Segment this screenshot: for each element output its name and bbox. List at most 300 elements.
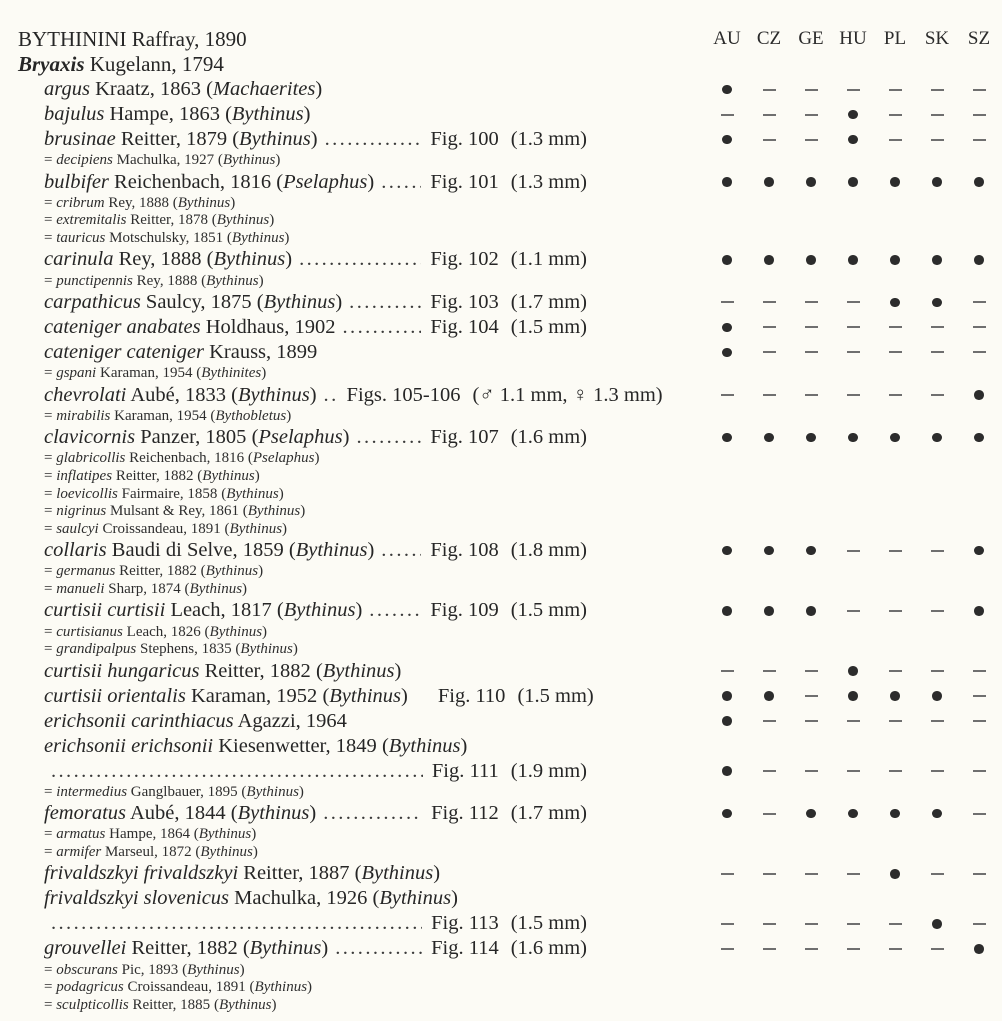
present-dot [890,433,900,443]
original-genus-name: Bythinus [254,979,308,996]
distribution-cells [706,127,1000,152]
absent-dash [763,670,776,672]
species-row [18,290,1002,315]
taxon-name: cateniger cateniger [44,340,204,363]
absent-dash [889,351,902,353]
taxon-name: extremitalis [56,212,127,229]
taxon-name: cateniger anabates [44,315,201,338]
distribution-cell [790,89,832,91]
entry-text [44,624,267,641]
dotted-leader [335,937,422,960]
original-genus: (Bythinites) [192,365,267,382]
distribution-cell [832,550,874,552]
dotted-leader [381,539,421,562]
entry [18,862,706,885]
entry [18,468,706,485]
distribution-cell [748,948,790,950]
original-genus: (Bythinus) [201,248,293,271]
taxon-name: saulcyi [56,520,99,537]
distribution-cell [706,301,748,303]
absent-dash [805,351,818,353]
entry [18,979,706,996]
entry-line [44,581,587,598]
original-genus: (Bythinus) [237,937,329,960]
present-dot [848,177,858,187]
entry-line [44,408,587,425]
present-dot [974,255,984,265]
distribution-cell [958,873,1000,875]
distribution-cell [916,550,958,552]
species-row [18,801,1002,826]
taxon-author: Panzer, 1805 [135,426,247,449]
absent-dash [805,948,818,950]
original-genus-name: Bythobletus [215,407,287,424]
distribution-cell [874,139,916,141]
present-dot [848,433,858,443]
original-genus-name: Pselaphus [252,450,315,467]
absent-dash [805,873,818,875]
distribution-cell [706,546,748,556]
entry-text [44,503,305,520]
entry-text [44,78,322,101]
taxon-author: Reitter, 1887 [238,862,350,885]
taxon-name: erichsonii carinthiacus [44,709,234,732]
present-dot [764,691,774,701]
distribution-cell [916,394,958,396]
synonym-row [18,365,1002,383]
distribution-cell [706,135,748,145]
absent-dash [763,720,776,722]
entry-text [44,152,280,169]
original-genus-name: Bythinus [187,961,240,978]
distribution-cells [706,538,1000,563]
present-dot [722,323,732,333]
original-genus: (Bythinus) [191,843,258,860]
species-row [18,102,1002,127]
taxon-name: bulbifer [44,170,109,193]
absent-dash [721,114,734,116]
absent-dash [847,394,860,396]
species-row [18,861,1002,886]
figure-label: Fig. 100 [430,128,499,150]
entry-text [44,195,235,212]
absent-dash [889,720,902,722]
distribution-cells [706,911,1000,936]
absent-dash [721,923,734,925]
synonym-prefix: = [44,450,57,467]
figure-ref [430,291,587,314]
column-header: AU [713,28,741,49]
absent-dash [889,326,902,328]
taxon-author: Hampe, 1863 [104,103,220,125]
column-header: PL [883,28,907,49]
entry-line [44,887,587,910]
absent-dash [973,770,986,772]
distribution-cell [706,433,748,443]
entry-text [44,660,401,683]
original-genus: (Bythinus) [200,623,268,640]
distribution-cell [748,89,790,91]
distribution-cell [790,809,832,819]
distribution-cell [874,298,916,308]
present-dot [974,390,984,400]
distribution-cell [706,691,748,701]
synonym-row [18,195,1002,213]
taxon-author: Rey, 1888 [113,248,202,271]
distribution-cells [706,936,1000,961]
entry-text [44,212,274,229]
body-length: (1.5 mm) [517,684,594,707]
distribution-cells [706,659,1000,684]
figure-label: Fig. 109 [430,599,499,622]
entry [18,641,706,658]
taxon-author: Reitter, 1882 [126,937,238,960]
original-genus-name: Bythinus [222,152,276,169]
absent-dash [721,670,734,672]
distribution-cell [958,433,1000,443]
absent-dash [973,923,986,925]
distribution-cell [916,919,958,929]
original-genus: (Bythinus) [169,194,236,211]
distribution-cell [916,139,958,141]
entry-line [44,503,587,520]
synonym-prefix: = [44,581,57,598]
absent-dash [805,326,818,328]
taxon-name: collaris [44,539,107,562]
dotted-leader [325,128,422,151]
distribution-cell [706,809,748,819]
original-genus: (Bythinus) [214,152,281,169]
distribution-cell [916,610,958,612]
figure-ref [430,316,587,339]
continuation-row [18,911,1002,936]
taxon-author: Karaman, 1954 [110,407,207,424]
species-row [18,77,1002,102]
distribution-cell [748,255,790,265]
taxon-author: Mulsant & Rey, 1861 [106,503,240,520]
distribution-cell [832,135,874,145]
synonym-prefix: = [44,563,57,580]
original-genus-name: Bythinus [388,734,461,757]
taxon-author: Reitter, 1882 [112,468,194,485]
absent-dash [931,873,944,875]
present-dot [932,919,942,929]
present-dot [974,177,984,187]
present-dot [890,691,900,701]
entry-text [44,735,467,758]
taxon-author: Agazzi, 1964 [233,709,347,732]
distribution-cell [874,394,916,396]
synonym-row [18,641,1002,659]
distribution-cells [706,861,1000,886]
entry [18,230,706,247]
original-genus-name: Bythinus [189,581,243,598]
tribe-header-row [18,26,1002,52]
entry-text [44,581,247,598]
distribution-cell [790,301,832,303]
entry [18,784,706,801]
distribution-cell [874,770,916,772]
entry-line [44,937,587,960]
column-header: SZ [967,28,991,49]
taxon-name: curtisii orientalis [44,684,186,707]
entry [18,248,706,271]
figure-label: Fig. 114 [431,937,499,960]
entry [18,660,706,683]
original-genus-name: Bythinus [246,783,299,800]
synonym-prefix: = [44,152,57,169]
present-dot [932,809,942,819]
distribution-cell [832,873,874,875]
taxon-name: grandipalpus [56,641,137,658]
entry-text [44,408,291,425]
absent-dash [931,139,944,141]
body-length: (1.6 mm) [510,937,587,960]
entry [18,503,706,520]
synonym-prefix: = [44,623,57,640]
taxon-name: sculpticollis [56,996,129,1013]
distribution-cell [748,923,790,925]
distribution-cell [748,691,790,701]
entry-line [44,735,587,758]
distribution-cell [832,691,874,701]
taxon-author: Reitter, 1879 [115,128,228,150]
entry-line [44,802,587,825]
entry [18,408,706,425]
entry [18,195,706,212]
synonym-row [18,503,1002,521]
absent-dash [931,351,944,353]
taxon-name: curtisii hungaricus [44,659,200,682]
distribution-cell [958,695,1000,697]
original-genus-name: Bythinus [226,485,279,502]
dotted-leader [369,599,421,622]
absent-dash [805,301,818,303]
entry [18,521,706,538]
distribution-cell [916,809,958,819]
taxon-name: frivaldszkyi frivaldszkyi [44,862,239,885]
distribution-cell [748,301,790,303]
taxon-name: inflatipes [56,468,113,485]
entry-text [44,563,263,580]
genus-text [18,52,224,77]
taxon-author: Reitter, 1882 [115,563,197,580]
synonym-row [18,521,1002,539]
original-genus-name: Bythinus [209,623,263,640]
taxon-name: frivaldszkyi slovenicus [44,887,230,910]
distribution-cell [916,948,958,950]
original-genus: (Bythinus) [225,802,317,825]
absent-dash [973,301,986,303]
body-length: (1.5 mm) [510,315,587,338]
original-genus: (Bythinus) [251,290,343,313]
taxon-name: carpathicus [44,290,141,313]
entry-text [44,171,374,194]
present-dot [848,666,858,676]
entry-line [44,912,587,935]
taxon-author: Marseul, 1872 [101,843,192,860]
entry-line [44,599,587,622]
absent-dash [847,89,860,91]
species-row [18,425,1002,450]
present-dot [890,869,900,879]
synonym-row [18,468,1002,486]
body-length: (1.7 mm) [510,290,587,313]
distribution-cell [790,139,832,141]
distribution-cell [916,351,958,353]
absent-dash [847,948,860,950]
absent-dash [763,139,776,141]
present-dot [974,944,984,954]
taxon-name: argus [44,78,90,100]
original-genus-name: Bythinus [249,937,322,960]
entry-text [44,784,304,801]
dotted-leader [343,316,422,339]
absent-dash [847,550,860,552]
synonym-row [18,979,1002,997]
entry [18,341,706,364]
entry-text [44,685,408,708]
taxon-author: Machulka, 1926 [229,887,368,910]
synonym-prefix: = [44,407,57,424]
species-row [18,170,1002,195]
distribution-cells [706,102,1000,127]
entry-line [44,784,587,801]
original-genus-name: Bythinus [177,194,231,211]
distribution-cell [958,546,1000,556]
original-genus: (Bythinus) [189,826,257,843]
taxon-name: intermedius [56,783,128,800]
absent-dash [763,394,776,396]
distribution-cell [706,766,748,776]
original-genus: (Pselaphus) [246,426,350,449]
present-dot [764,255,774,265]
genus-heading [18,52,706,77]
original-genus: (Bythinus) [197,272,264,289]
absent-dash [973,695,986,697]
figure-ref [438,685,594,708]
taxon-name: chevrolati [44,383,127,406]
entry-text [44,468,260,485]
genus-author: Kugelann, 1794 [89,52,224,76]
taxon-name: armatus [56,826,106,843]
species-row [18,659,1002,684]
absent-dash [721,948,734,950]
absent-dash [847,770,860,772]
distribution-cell [790,177,832,187]
absent-dash [973,813,986,815]
present-dot [974,546,984,556]
genus-name: Bryaxis [18,52,85,76]
synonym-prefix: = [44,230,57,247]
original-genus-name: Bythinus [322,659,395,682]
absent-dash [763,301,776,303]
original-genus: (Bythinus) [217,485,284,502]
distribution-cell [706,670,748,672]
present-dot [722,348,732,358]
taxon-name: brusinae [44,128,116,150]
present-dot [848,110,858,120]
entry-text [44,365,266,382]
absent-dash [847,873,860,875]
original-genus: (Bythinus) [376,734,468,757]
distribution-cell [958,89,1000,91]
figure-ref [430,128,587,151]
dotted-leader [299,248,421,271]
distribution-cell [832,177,874,187]
entry-text [44,128,318,151]
distribution-cell [832,110,874,120]
present-dot [848,135,858,145]
synonym-prefix: = [44,783,57,800]
distribution-cells [706,684,1000,709]
distribution-cell [748,177,790,187]
distribution-cell [958,177,1000,187]
entry-line [44,563,587,580]
distribution-cells [706,290,1000,315]
entry-line [44,128,587,151]
present-dot [722,716,732,726]
entry-line [44,962,587,979]
present-dot [722,85,732,95]
original-genus-name: Bythinus [200,843,253,860]
synonym-prefix: = [44,485,57,502]
tribe-heading [18,27,706,52]
taxon-name: carinula [44,248,114,271]
figure-ref [430,426,587,449]
entry-line [44,103,587,126]
dotted-leader [51,912,422,935]
present-dot [722,809,732,819]
taxon-author: Reitter, 1878 [126,212,208,229]
taxon-name: grouvellei [44,937,127,960]
tribe-text [18,27,247,52]
present-dot [806,809,816,819]
taxon-author: Aubé, 1833 [126,383,227,406]
entry [18,450,706,467]
present-dot [890,255,900,265]
entry-line [44,171,587,194]
entry [18,802,706,825]
present-dot [722,606,732,616]
body-length: (1.7 mm) [510,802,587,825]
entry-text [44,248,292,271]
distribution-cell [790,326,832,328]
present-dot [890,809,900,819]
entry-line [44,195,587,212]
original-genus-name: Bythinus [379,887,452,910]
original-genus: (Pselaphus) [271,170,375,193]
absent-dash [931,550,944,552]
figure-ref [432,760,587,783]
distribution-cells [706,170,1000,195]
entry-text [44,641,298,658]
distribution-cell [790,114,832,116]
column-header: SK [924,28,950,49]
taxon-name: armifer [56,843,102,860]
absent-dash [973,873,986,875]
entry-line [44,660,587,683]
absent-dash [763,114,776,116]
distribution-cell [832,433,874,443]
original-genus-name: Bythinus [218,996,272,1013]
present-dot [764,177,774,187]
taxon-name: tauricus [56,230,106,247]
absent-dash [889,948,902,950]
taxon-author: Krauss, 1899 [203,340,318,363]
absent-dash [889,139,902,141]
original-genus: (Bythinus) [223,230,290,247]
